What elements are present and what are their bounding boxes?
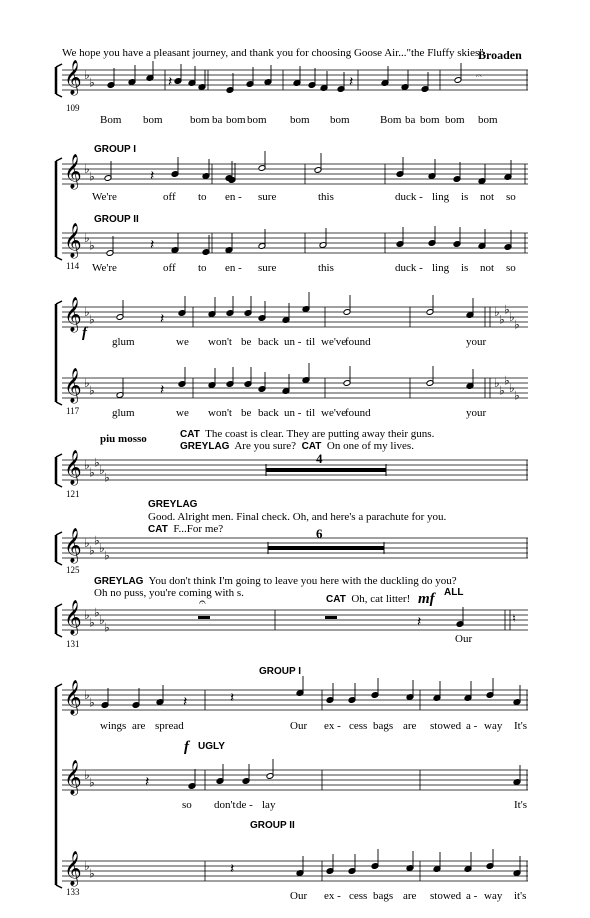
quarter-rest: 𝄽 [150,237,155,253]
flat-sign: ♭ [89,695,95,710]
bracket-end [56,64,62,67]
bracket-end [56,94,62,97]
flat-sign: ♭ [104,548,110,563]
flat-sign: ♭ [99,463,105,477]
treble-clef: 𝄞 [64,60,82,95]
bracket-end [56,684,62,687]
measure-number-125: 125 [66,565,80,575]
measure-number-117: 117 [66,406,80,416]
all-label: ALL [444,587,464,598]
flat-sign: ♭ [84,608,90,622]
measure-number-133: 133 [66,887,80,897]
bracket-end [56,402,62,405]
flat-sign: ♭ [84,162,90,176]
treble-clef: 𝄞 [64,297,82,332]
measure-number-109: 109 [66,103,80,113]
flat-sign: ♭ [89,238,95,253]
bracket-end [56,301,62,304]
greylag-dialogue-sys6-line2: Oh no puss, you're coming with s. [94,587,244,599]
multirest-bar-6 [268,546,384,550]
treble-clef: 𝄞 [64,680,82,715]
treble-clef: 𝄞 [64,368,82,403]
quarter-rest: 𝄽 [160,382,165,398]
multirest-bar-4 [266,468,386,472]
flat-sign: ♭ [84,688,90,702]
cat-line-sys5: CAT F...For me? [148,523,224,535]
quarter-rest: 𝄽 [349,74,354,90]
flat-sign: ♭ [94,605,100,620]
fermata: 𝄐 [199,595,206,609]
flat-sign: ♭ [84,768,90,782]
flat-sign: ♭ [509,381,515,395]
measure-number-114: 114 [66,261,80,271]
group-2-label-sys7: GROUP II [250,820,295,831]
flat-sign: ♭ [94,455,100,470]
flat-sign: ♭ [89,615,95,630]
half-rest [325,616,337,619]
flat-sign: ♭ [84,68,90,82]
quarter-rest: 𝄽 [168,74,173,90]
bracket-end [56,158,62,161]
broaden-marking: Broaden [478,48,522,62]
flat-sign: ♭ [84,536,90,550]
flat-sign: ♭ [499,312,505,327]
fermata: 𝄐 [476,71,482,82]
greylag-line-sys5: Good. Alright men. Final check. Oh, and here's a parachute for you. [148,511,447,523]
quarter-rest: 𝄽 [150,168,155,184]
dynamic-mf: mf [418,591,435,607]
bracket-end [56,885,62,888]
bracket-end [56,484,62,487]
header-dialogue: We hope you have a pleasant journey, and thank you for choosing Goose Air..."the Fluffy skies". [62,47,487,59]
treble-clef: 𝄞 [64,450,82,485]
cat-dialogue-sys6: CAT Oh, cat litter! [326,593,411,605]
group-1-label-sys7: GROUP I [259,666,302,677]
greylag-speaker-sys5: GREYLAG [148,499,198,510]
treble-clef: 𝄞 [64,528,82,563]
flat-sign: ♭ [84,305,90,319]
bracket-end [56,562,62,565]
group-1-label: GROUP I [94,144,137,155]
treble-clef: 𝄞 [64,760,82,795]
treble-clef: 𝄞 [64,154,82,189]
whole-rest [198,616,210,619]
flat-sign: ♭ [104,620,110,635]
bracket-end [56,257,62,260]
flat-sign: ♭ [89,312,95,327]
flat-sign: ♭ [89,465,95,480]
group-2-label: GROUP II [94,214,139,225]
flat-sign: ♭ [89,75,95,90]
flat-sign: ♭ [499,383,505,398]
measure-number-131: 131 [66,639,80,649]
flat-sign: ♭ [94,533,100,548]
bracket-end [56,454,62,457]
flat-sign: ♭ [89,775,95,790]
flat-sign: ♭ [89,543,95,558]
tempo-piu-mosso: piu mosso [100,433,147,445]
flat-sign: ♭ [84,458,90,472]
treble-clef: 𝄞 [64,223,82,258]
flat-sign: ♭ [89,383,95,398]
flat-sign: ♭ [514,388,520,403]
bracket-end [56,532,62,535]
quarter-rest: 𝄽 [145,774,150,790]
treble-clef: 𝄞 [64,600,82,635]
lyric-our-sys6: Our [455,633,473,645]
measure-number-121: 121 [66,489,80,499]
greylag-dialogue-sys6: GREYLAG You don't think I'm going to leave you here with the duckling do you? [94,575,457,587]
flat-sign: ♭ [494,376,500,390]
flat-sign: ♭ [84,376,90,390]
dynamic-forte-ugly: f [184,739,189,755]
dialogue-cat-1: CAT The coast is clear. They are putting away their guns. [180,428,435,440]
bracket-end [56,634,62,637]
quarter-rest: 𝄽 [230,690,235,706]
flat-sign: ♭ [99,541,105,555]
natural-sign: ♮ [512,612,516,625]
multirest-count-6: 6 [316,526,323,541]
flat-sign: ♭ [509,310,515,324]
multirest-count-4: 4 [316,451,323,466]
dynamic-forte-sys3: f [82,325,87,341]
treble-clef: 𝄞 [64,851,82,886]
flat-sign: ♭ [514,317,520,332]
quarter-rest: 𝄽 [160,311,165,327]
flat-sign: ♭ [89,866,95,881]
bracket-end [56,604,62,607]
flat-sign: ♭ [504,302,510,317]
flat-sign: ♭ [104,470,110,485]
flat-sign: ♭ [504,373,510,388]
flat-sign: ♭ [84,859,90,873]
flat-sign: ♭ [84,231,90,245]
flat-sign: ♭ [99,613,105,627]
flat-sign: ♭ [89,169,95,184]
dialogue-greylag-cat: GREYLAG Are you sure? CAT On one of my lives. [180,440,414,452]
quarter-rest: 𝄽 [417,614,422,630]
quarter-rest: 𝄽 [183,694,188,710]
quarter-rest: 𝄽 [230,861,235,877]
flat-sign: ♭ [494,305,500,319]
ugly-label: UGLY [198,741,225,752]
